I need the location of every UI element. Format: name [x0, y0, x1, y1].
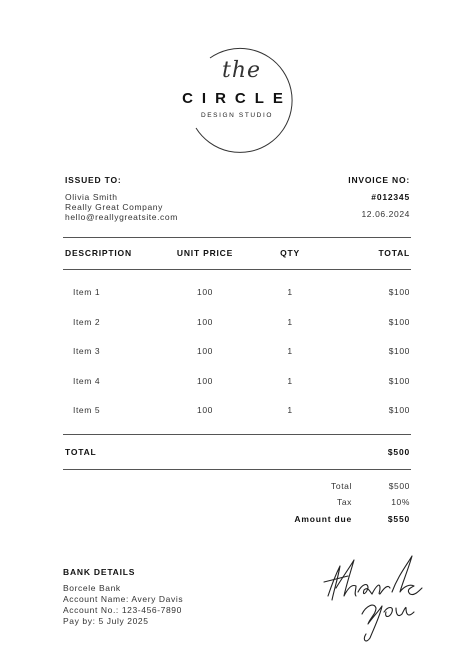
row-description: Item 3	[73, 346, 101, 356]
row-description: Item 4	[73, 376, 101, 386]
row-qty: 1	[287, 405, 293, 415]
logo-subtitle: DESIGN STUDIO	[200, 112, 274, 119]
row-unit-price: 100	[197, 287, 213, 297]
row-unit-price: 100	[197, 346, 213, 356]
header-unit-price: UNIT PRICE	[176, 248, 234, 258]
summary-total-label: Total	[331, 481, 352, 491]
table-total-bottom-rule	[63, 469, 411, 470]
bank-details-label: BANK DETAILS	[63, 567, 136, 577]
account-name: Account Name: Avery Davis	[63, 594, 184, 604]
client-name: Olivia Smith	[65, 192, 118, 202]
amount-due-value: $550	[387, 514, 410, 524]
summary-total-value: $500	[388, 481, 410, 491]
issued-to-label: ISSUED TO:	[65, 175, 122, 185]
invoice-no-label: INVOICE NO:	[348, 175, 410, 185]
table-row	[0, 287, 474, 301]
table-row	[0, 346, 474, 360]
table-total-value: $500	[387, 447, 410, 457]
client-email: hello@reallygreatsite.com	[65, 212, 178, 222]
table-total-label: TOTAL	[65, 447, 97, 457]
row-total: $100	[388, 287, 410, 297]
pay-by-date: Pay by: 5 July 2025	[63, 616, 149, 626]
row-qty: 1	[287, 317, 293, 327]
amount-due-label: Amount due	[294, 514, 352, 524]
summary-tax-label: Tax	[336, 497, 352, 507]
row-total: $100	[388, 317, 410, 327]
logo-script-word: the	[222, 58, 262, 83]
row-qty: 1	[287, 287, 293, 297]
thank-you-signature	[318, 548, 428, 648]
invoice-number: #012345	[371, 192, 410, 202]
row-description: Item 2	[73, 317, 101, 327]
header-qty: QTY	[280, 248, 300, 258]
logo	[0, 0, 474, 160]
row-unit-price: 100	[197, 405, 213, 415]
logo-name: CIRCLE	[182, 90, 292, 107]
table-row	[0, 376, 474, 390]
header-description: DESCRIPTION	[65, 248, 132, 258]
row-qty: 1	[287, 346, 293, 356]
table-row	[0, 317, 474, 331]
account-number: Account No.: 123-456-7890	[63, 605, 182, 615]
invoice-date: 12.06.2024	[361, 209, 410, 219]
bank-name: Borcele Bank	[63, 583, 121, 593]
row-description: Item 1	[73, 287, 101, 297]
row-total: $100	[388, 346, 410, 356]
client-company: Really Great Company	[65, 202, 163, 212]
table-header-rule	[63, 269, 411, 270]
row-total: $100	[388, 376, 410, 386]
row-unit-price: 100	[197, 317, 213, 327]
row-qty: 1	[287, 376, 293, 386]
summary-tax-value: 10%	[391, 497, 410, 507]
table-top-rule	[63, 237, 411, 238]
row-unit-price: 100	[197, 376, 213, 386]
row-total: $100	[388, 405, 410, 415]
row-description: Item 5	[73, 405, 101, 415]
header-total: TOTAL	[378, 248, 410, 258]
table-row	[0, 405, 474, 419]
table-total-top-rule	[63, 434, 411, 435]
